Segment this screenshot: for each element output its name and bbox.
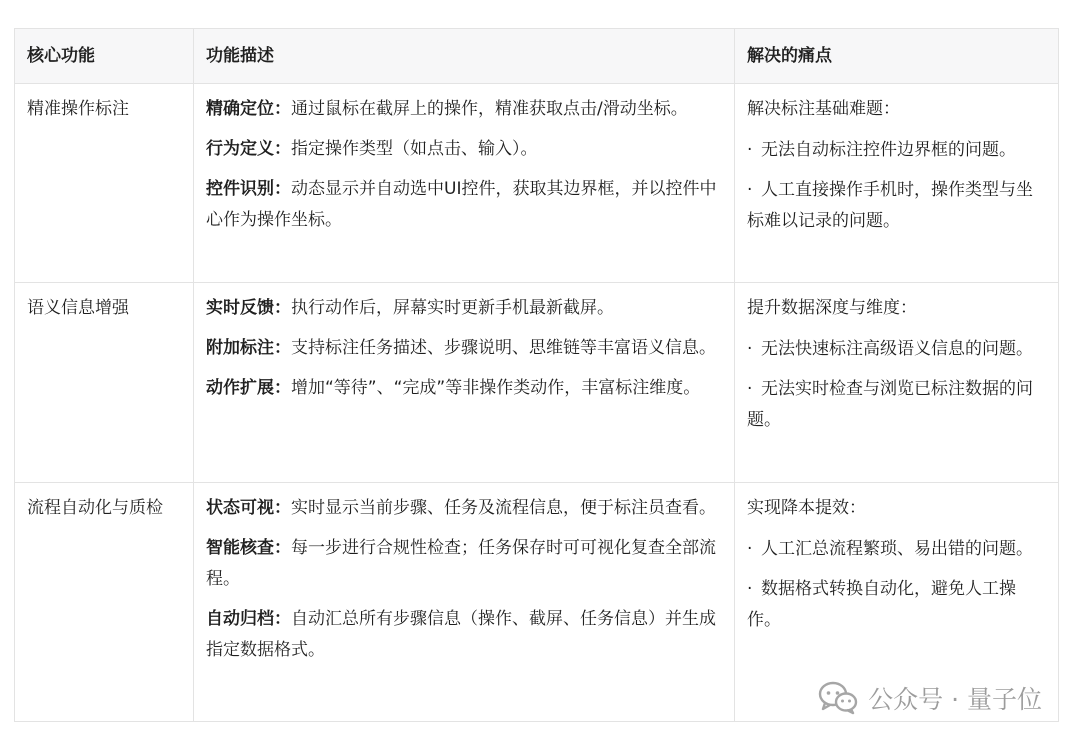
feature-item (206, 293, 722, 324)
feature-text: 实时显示当前步骤、任务及流程信息，便于标注员查看。 (291, 498, 716, 518)
feature-text: 执行动作后，屏幕实时更新手机最新截屏。 (291, 298, 614, 318)
feature-title: 智能核查 (206, 538, 274, 558)
feature-title-separator: ： (274, 378, 291, 398)
pain-text: 无法自动标注控件边界框的问题。 (761, 140, 1016, 160)
feature-title: 自动归档 (206, 609, 274, 629)
feature-item (206, 533, 722, 595)
feature-title: 行为定义 (206, 139, 274, 159)
table-row (15, 84, 1059, 283)
pain-intro: 提升数据深度与维度： (747, 298, 917, 318)
pain-intro: 解决标注基础难题： (747, 99, 900, 119)
pain-text: 数据格式转换自动化，避免人工操作。 (747, 579, 1016, 630)
feature-title: 精确定位 (206, 99, 274, 119)
feature-title-separator: ： (274, 498, 291, 518)
description-cell (194, 483, 735, 722)
feature-item (206, 174, 722, 236)
feature-item (206, 604, 722, 666)
pain-text: 无法快速标注高级语义信息的问题。 (761, 339, 1033, 359)
feature-item (206, 493, 722, 524)
watermark (814, 678, 1046, 718)
feature-item (206, 134, 722, 165)
feature-title-separator: ： (274, 338, 291, 358)
table-header-row (15, 29, 1059, 84)
bullet-icon: · (747, 579, 753, 599)
feature-title-separator: ： (274, 609, 291, 629)
header-function-description: 功能描述 (194, 29, 735, 84)
feature-table (14, 28, 1059, 722)
feature-title-separator: ： (274, 298, 291, 318)
pain-points-cell (735, 84, 1059, 283)
pain-item (747, 175, 1046, 237)
feature-item (206, 94, 722, 125)
feature-text: 增加“等待”、“完成”等非操作类动作，丰富标注维度。 (291, 378, 701, 398)
pain-item (747, 135, 1046, 166)
watermark-text: 公众号 · 量子位 (868, 685, 1042, 714)
pain-item (747, 334, 1046, 365)
feature-text: 每一步进行合规性检查；任务保存时可可视化复查全部流程。 (206, 538, 716, 589)
bullet-icon: · (747, 180, 753, 200)
pain-text: 人工汇总流程繁琐、易出错的问题。 (761, 539, 1033, 559)
bullet-icon: · (747, 339, 753, 359)
pain-text: 人工直接操作手机时，操作类型与坐标难以记录的问题。 (747, 180, 1033, 231)
feature-title-separator: ： (274, 179, 291, 199)
description-cell (194, 283, 735, 483)
pain-text: 无法实时检查与浏览已标注数据的问题。 (747, 379, 1033, 430)
feature-title: 控件识别 (206, 179, 274, 199)
feature-title: 动作扩展 (206, 378, 274, 398)
pain-item (747, 374, 1046, 436)
feature-text: 指定操作类型（如点击、输入）。 (291, 139, 538, 159)
feature-title: 实时反馈 (206, 298, 274, 318)
feature-text: 动态显示并自动选中UI控件，获取其边界框，并以控件中心作为操作坐标。 (206, 179, 717, 230)
feature-title: 状态可视 (206, 498, 274, 518)
feature-title-separator: ： (274, 99, 291, 119)
feature-text: 支持标注任务描述、步骤说明、思维链等丰富语义信息。 (291, 338, 716, 358)
pain-intro: 实现降本提效： (747, 498, 866, 518)
feature-text: 通过鼠标在截屏上的操作，精准获取点击/滑动坐标。 (291, 99, 688, 119)
feature-table-container (14, 28, 1058, 722)
description-cell (194, 84, 735, 283)
feature-text: 自动汇总所有步骤信息（操作、截屏、任务信息）并生成指定数据格式。 (206, 609, 716, 660)
header-pain-points: 解决的痛点 (735, 29, 1059, 84)
core-function-cell: 语义信息增强 (15, 283, 194, 483)
feature-title: 附加标注 (206, 338, 274, 358)
header-core-function: 核心功能 (15, 29, 194, 84)
feature-title-separator: ： (274, 139, 291, 159)
pain-item (747, 534, 1046, 565)
core-function-cell: 精准操作标注 (15, 84, 194, 283)
table-row (15, 283, 1059, 483)
feature-item (206, 373, 722, 404)
bullet-icon: · (747, 140, 753, 160)
feature-title-separator: ： (274, 538, 291, 558)
bullet-icon: · (747, 539, 753, 559)
bullet-icon: · (747, 379, 753, 399)
wechat-logo-icon (818, 681, 858, 715)
pain-item (747, 574, 1046, 636)
core-function-cell: 流程自动化与质检 (15, 483, 194, 722)
pain-points-cell (735, 283, 1059, 483)
feature-item (206, 333, 722, 364)
